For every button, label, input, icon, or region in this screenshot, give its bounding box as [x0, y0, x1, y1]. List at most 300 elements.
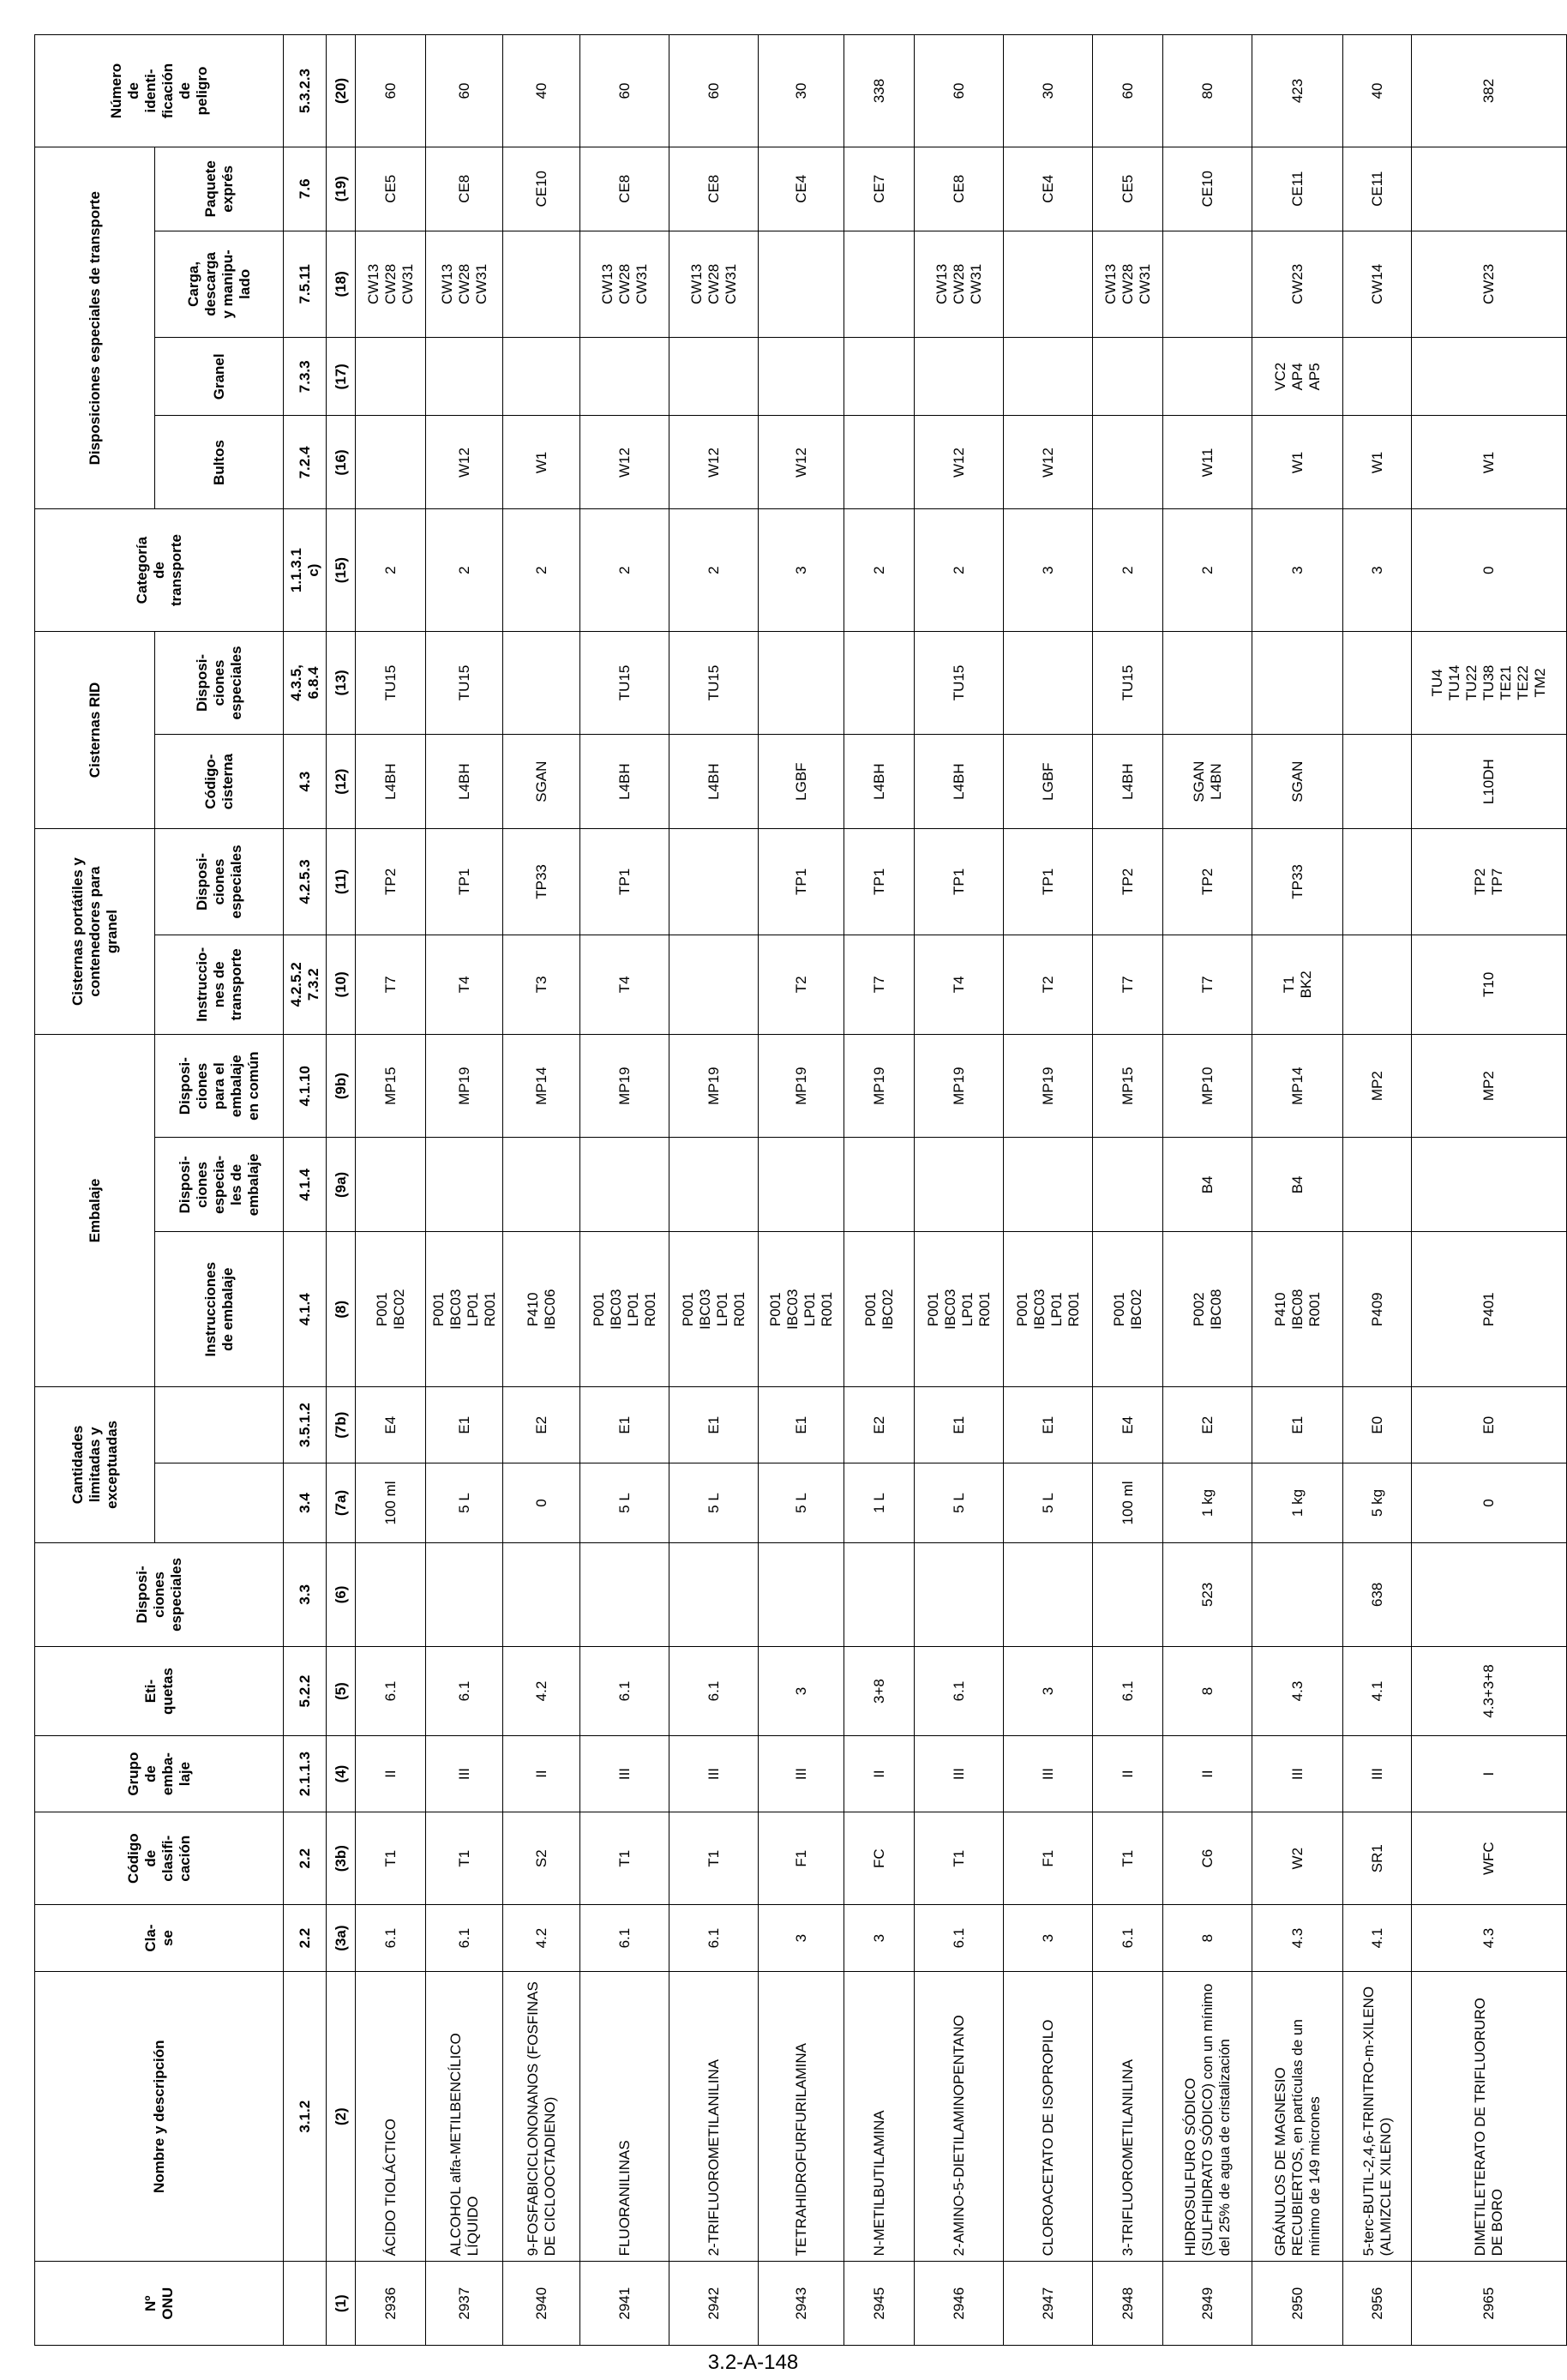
name-cell: ÁCIDO TIOLÁCTICO — [356, 1972, 426, 2262]
special-provisions-cell — [915, 1542, 1004, 1646]
colnum-cell: (9a) — [327, 1138, 356, 1232]
limited-qty-cell: 1 kg — [1163, 1463, 1252, 1542]
mixed-packing-cell: MP15 — [356, 1034, 426, 1137]
ref-cell: 3.5.1.2 — [284, 1387, 327, 1463]
packages-cell: W11 — [1163, 416, 1252, 509]
ref-cell — [284, 2262, 327, 2346]
transport-category-cell: 3 — [759, 509, 844, 631]
tank-special-cell: TP33 — [503, 829, 580, 935]
colnum-cell: (1) — [327, 2262, 356, 2346]
rid-special-cell — [503, 631, 580, 734]
class-cell: 4.1 — [1343, 1905, 1412, 1972]
tank-instructions-cell: T4 — [426, 935, 503, 1034]
ref-cell: 7.5.11 — [284, 231, 327, 338]
special-provisions-cell — [1252, 1542, 1343, 1646]
packages-cell: W1 — [1252, 416, 1343, 509]
un-number-cell: 2945 — [844, 2262, 915, 2346]
hazard-id-cell: 60 — [915, 35, 1004, 147]
excepted-qty-cell: E1 — [915, 1387, 1004, 1463]
express-cell: CE8 — [580, 147, 669, 231]
mixed-packing-cell: MP15 — [1093, 1034, 1163, 1137]
loading-cell — [844, 231, 915, 338]
limited-qty-cell: 5 L — [1004, 1463, 1093, 1542]
transport-category-cell: 2 — [356, 509, 426, 631]
name-cell: 2-AMINO-5-DIETILAMINOPENTANO — [915, 1972, 1004, 2262]
bulk-cell — [759, 338, 844, 416]
tank-code-cell: L10DH — [1412, 735, 1567, 829]
mixed-packing-cell: MP19 — [915, 1034, 1004, 1137]
express-cell: CE5 — [356, 147, 426, 231]
special-packing-cell — [503, 1138, 580, 1232]
name-cell: GRÁNULOS DE MAGNESIO RECUBIERTOS, en partículas de un mínimo de 149 micrones — [1252, 1972, 1343, 2262]
limited-qty-cell: 100 ml — [356, 1463, 426, 1542]
mixed-packing-cell: MP19 — [580, 1034, 669, 1137]
hazard-id-cell: 423 — [1252, 35, 1343, 147]
limited-qty-cell: 0 — [503, 1463, 580, 1542]
colnum-cell: (19) — [327, 147, 356, 231]
packages-cell — [844, 416, 915, 509]
header-portable-tanks: Cisternas portátiles y contenedores para granel — [35, 829, 155, 1035]
hazard-id-cell: 30 — [759, 35, 844, 147]
header-special-provisions: Disposi- ciones especiales — [35, 1542, 284, 1646]
special-provisions-cell: 523 — [1163, 1542, 1252, 1646]
tank-code-cell: LGBF — [759, 735, 844, 829]
bulk-cell — [1412, 338, 1567, 416]
packing-instructions-cell: P001 IBC02 — [1093, 1232, 1163, 1387]
express-cell: CE7 — [844, 147, 915, 231]
table-row — [1163, 35, 1252, 2346]
packing-instructions-cell: P410 IBC08 R001 — [1252, 1232, 1343, 1387]
header-transport-special: Disposiciones especiales de transporte — [35, 147, 155, 509]
ref-cell: 4.1.4 — [284, 1138, 327, 1232]
colnum-cell: (15) — [327, 509, 356, 631]
loading-cell: CW13 CW28 CW31 — [580, 231, 669, 338]
classification-code-cell: W2 — [1252, 1812, 1343, 1905]
name-cell: TETRAHIDROFURFURILAMINA — [759, 1972, 844, 2262]
tank-instructions-cell: T7 — [1163, 935, 1252, 1034]
un-number-cell: 2956 — [1343, 2262, 1412, 2346]
hazard-id-cell: 60 — [426, 35, 503, 147]
transport-category-cell: 3 — [1343, 509, 1412, 631]
tank-special-cell: TP1 — [426, 829, 503, 935]
special-provisions-cell — [580, 1542, 669, 1646]
special-packing-cell — [1343, 1138, 1412, 1232]
rid-special-cell: TU4 TU14 TU22 TU38 TE21 TE22 TM2 — [1412, 631, 1567, 734]
limited-qty-cell: 1 kg — [1252, 1463, 1343, 1542]
colnum-cell: (13) — [327, 631, 356, 734]
packing-instructions-cell: P410 IBC06 — [503, 1232, 580, 1387]
page-number: 3.2-A-148 — [707, 2351, 799, 2374]
express-cell: CE8 — [669, 147, 759, 231]
table-row — [580, 35, 669, 2346]
mixed-packing-cell: MP19 — [1004, 1034, 1093, 1137]
classification-code-cell: SR1 — [1343, 1812, 1412, 1905]
loading-cell — [1004, 231, 1093, 338]
dangerous-goods-table — [34, 34, 1567, 2346]
packing-group-cell: II — [844, 1735, 915, 1812]
table-row — [669, 35, 759, 2346]
loading-cell: CW23 — [1412, 231, 1567, 338]
ref-cell: 1.1.3.1 c) — [284, 509, 327, 631]
classification-code-cell: WFC — [1412, 1812, 1567, 1905]
colnum-cell: (20) — [327, 35, 356, 147]
labels-cell: 6.1 — [669, 1647, 759, 1736]
hazard-id-cell: 30 — [1004, 35, 1093, 147]
packages-cell: W12 — [759, 416, 844, 509]
transport-category-cell: 2 — [426, 509, 503, 631]
excepted-qty-cell: E4 — [1093, 1387, 1163, 1463]
ref-cell: 2.2 — [284, 1812, 327, 1905]
hazard-id-cell: 40 — [1343, 35, 1412, 147]
bulk-cell — [915, 338, 1004, 416]
colnum-cell: (7a) — [327, 1463, 356, 1542]
special-packing-cell — [669, 1138, 759, 1232]
excepted-qty-cell: E1 — [1252, 1387, 1343, 1463]
tank-code-cell: L4BH — [356, 735, 426, 829]
header-classification-code: Código de clasifi- cación — [35, 1812, 284, 1905]
header-tank-instructions: Instruccio- nes de transporte — [155, 935, 284, 1034]
special-provisions-cell — [1093, 1542, 1163, 1646]
header-excepted-qty-blank — [155, 1387, 284, 1463]
name-cell: FLUORANILINAS — [580, 1972, 669, 2262]
tank-code-cell: L4BH — [426, 735, 503, 829]
packing-group-cell: III — [1252, 1735, 1343, 1812]
un-number-cell: 2940 — [503, 2262, 580, 2346]
class-cell: 4.3 — [1252, 1905, 1343, 1972]
limited-qty-cell: 5 kg — [1343, 1463, 1412, 1542]
class-cell: 4.2 — [503, 1905, 580, 1972]
class-cell: 6.1 — [915, 1905, 1004, 1972]
hazard-id-cell: 60 — [580, 35, 669, 147]
labels-cell: 6.1 — [426, 1647, 503, 1736]
hazard-id-cell: 382 — [1412, 35, 1567, 147]
table-row — [426, 35, 503, 2346]
special-provisions-cell — [844, 1542, 915, 1646]
express-cell: CE4 — [1004, 147, 1093, 231]
hazard-id-cell: 80 — [1163, 35, 1252, 147]
special-packing-cell — [580, 1138, 669, 1232]
packing-instructions-cell: P001 IBC03 LP01 R001 — [1004, 1232, 1093, 1387]
hazard-id-cell: 60 — [1093, 35, 1163, 147]
colnum-cell: (5) — [327, 1647, 356, 1736]
table-row — [844, 35, 915, 2346]
tank-code-cell: LGBF — [1004, 735, 1093, 829]
colnum-cell: (7b) — [327, 1387, 356, 1463]
colnum-cell: (11) — [327, 829, 356, 935]
excepted-qty-cell: E2 — [844, 1387, 915, 1463]
labels-cell: 6.1 — [580, 1647, 669, 1736]
classification-code-cell: T1 — [669, 1812, 759, 1905]
header-rid-tanks: Cisternas RID — [35, 631, 155, 828]
transport-category-cell: 2 — [915, 509, 1004, 631]
packages-cell: W12 — [915, 416, 1004, 509]
packages-cell: W12 — [580, 416, 669, 509]
classification-code-cell: C6 — [1163, 1812, 1252, 1905]
class-cell: 3 — [1004, 1905, 1093, 1972]
mixed-packing-cell: MP14 — [1252, 1034, 1343, 1137]
mixed-packing-cell: MP19 — [844, 1034, 915, 1137]
un-number-cell: 2936 — [356, 2262, 426, 2346]
ref-cell: 7.6 — [284, 147, 327, 231]
packages-cell — [1093, 416, 1163, 509]
tank-instructions-cell — [669, 935, 759, 1034]
special-packing-cell — [915, 1138, 1004, 1232]
packing-instructions-cell: P001 IBC03 LP01 R001 — [759, 1232, 844, 1387]
express-cell: CE10 — [503, 147, 580, 231]
mixed-packing-cell: MP19 — [669, 1034, 759, 1137]
packing-group-cell: III — [759, 1735, 844, 1812]
special-packing-cell — [426, 1138, 503, 1232]
hazard-id-cell: 338 — [844, 35, 915, 147]
header-un-number: Nº ONU — [35, 2262, 284, 2346]
classification-code-cell: F1 — [759, 1812, 844, 1905]
labels-cell: 3 — [1004, 1647, 1093, 1736]
name-cell: DIMETILETERATO DE TRIFLUORURO DE BORO — [1412, 1972, 1567, 2262]
tank-instructions-cell: T7 — [356, 935, 426, 1034]
table-row — [503, 35, 580, 2346]
labels-cell: 4.3 — [1252, 1647, 1343, 1736]
bulk-cell — [1163, 338, 1252, 416]
un-number-cell: 2942 — [669, 2262, 759, 2346]
packing-group-cell: II — [1163, 1735, 1252, 1812]
labels-cell: 8 — [1163, 1647, 1252, 1736]
packing-group-cell: III — [669, 1735, 759, 1812]
packing-group-cell: I — [1412, 1735, 1567, 1812]
header-tank-code: Código- cisterna — [155, 735, 284, 829]
un-number-cell: 2947 — [1004, 2262, 1093, 2346]
classification-code-cell: FC — [844, 1812, 915, 1905]
rid-special-cell: TU15 — [1093, 631, 1163, 734]
classification-code-cell: S2 — [503, 1812, 580, 1905]
name-cell: ALCOHOL alfa-METILBENCÍLICO LÍQUIDO — [426, 1972, 503, 2262]
classification-code-cell: T1 — [356, 1812, 426, 1905]
mixed-packing-cell: MP10 — [1163, 1034, 1252, 1137]
express-cell — [1412, 147, 1567, 231]
header-labels: Eti- quetas — [35, 1647, 284, 1736]
colnum-cell: (16) — [327, 416, 356, 509]
header-row-1 — [35, 35, 155, 2346]
rid-special-cell: TU15 — [669, 631, 759, 734]
ref-cell: 2.1.1.3 — [284, 1735, 327, 1812]
packing-group-cell: II — [1093, 1735, 1163, 1812]
express-cell: CE4 — [759, 147, 844, 231]
name-cell: N-METILBUTILAMINA — [844, 1972, 915, 2262]
packing-group-cell: III — [915, 1735, 1004, 1812]
special-provisions-cell — [356, 1542, 426, 1646]
colnum-cell: (2) — [327, 1972, 356, 2262]
header-transport-category: Categoría de transporte — [35, 509, 284, 631]
name-cell: 3-TRIFLUOROMETILANILINA — [1093, 1972, 1163, 2262]
packing-group-cell: III — [1343, 1735, 1412, 1812]
tank-instructions-cell: T10 — [1412, 935, 1567, 1034]
rid-special-cell — [1343, 631, 1412, 734]
limited-qty-cell: 100 ml — [1093, 1463, 1163, 1542]
un-number-cell: 2946 — [915, 2262, 1004, 2346]
class-cell: 3 — [844, 1905, 915, 1972]
class-cell: 6.1 — [1093, 1905, 1163, 1972]
labels-cell: 6.1 — [1093, 1647, 1163, 1736]
loading-cell — [759, 231, 844, 338]
ref-cell: 4.3 — [284, 735, 327, 829]
packing-group-cell: II — [356, 1735, 426, 1812]
labels-cell: 4.3+3+8 — [1412, 1647, 1567, 1736]
tank-special-cell: TP1 — [580, 829, 669, 935]
loading-cell — [1163, 231, 1252, 338]
un-number-cell: 2965 — [1412, 2262, 1567, 2346]
packages-cell: W1 — [1343, 416, 1412, 509]
mixed-packing-cell: MP19 — [759, 1034, 844, 1137]
rid-special-cell: TU15 — [580, 631, 669, 734]
bulk-cell: VC2 AP4 AP5 — [1252, 338, 1343, 416]
tank-instructions-cell: T7 — [1093, 935, 1163, 1034]
tank-special-cell: TP2 — [356, 829, 426, 935]
bulk-cell — [503, 338, 580, 416]
loading-cell: CW13 CW28 CW31 — [915, 231, 1004, 338]
mixed-packing-cell: MP2 — [1343, 1034, 1412, 1137]
header-bulk: Granel — [155, 338, 284, 416]
rid-special-cell — [1163, 631, 1252, 734]
header-loading: Carga, descarga y manipu- lado — [155, 231, 284, 338]
header-express: Paquete exprés — [155, 147, 284, 231]
tank-special-cell — [1343, 829, 1412, 935]
ref-cell: 4.1.10 — [284, 1034, 327, 1137]
express-cell: CE11 — [1252, 147, 1343, 231]
table-row — [915, 35, 1004, 2346]
special-packing-cell — [759, 1138, 844, 1232]
express-cell: CE8 — [915, 147, 1004, 231]
tank-code-cell: SGAN — [503, 735, 580, 829]
limited-qty-cell: 1 L — [844, 1463, 915, 1542]
bulk-cell — [669, 338, 759, 416]
un-number-cell: 2949 — [1163, 2262, 1252, 2346]
loading-cell: CW13 CW28 CW31 — [1093, 231, 1163, 338]
ref-cell: 4.3.5, 6.8.4 — [284, 631, 327, 734]
packing-group-cell: III — [580, 1735, 669, 1812]
labels-cell: 4.2 — [503, 1647, 580, 1736]
packages-cell: W1 — [1412, 416, 1567, 509]
limited-qty-cell: 0 — [1412, 1463, 1567, 1542]
transport-category-cell: 0 — [1412, 509, 1567, 631]
labels-cell: 6.1 — [356, 1647, 426, 1736]
mixed-packing-cell: MP2 — [1412, 1034, 1567, 1137]
class-cell: 3 — [759, 1905, 844, 1972]
column-number-row — [327, 35, 356, 2346]
rid-special-cell — [759, 631, 844, 734]
classification-code-cell: T1 — [915, 1812, 1004, 1905]
packing-group-cell: III — [1004, 1735, 1093, 1812]
un-number-cell: 2941 — [580, 2262, 669, 2346]
classification-code-cell: F1 — [1004, 1812, 1093, 1905]
mixed-packing-cell: MP14 — [503, 1034, 580, 1137]
header-special-packing: Disposi- ciones especia- les de embalaje — [155, 1138, 284, 1232]
bulk-cell — [1343, 338, 1412, 416]
ref-cell: 3.4 — [284, 1463, 327, 1542]
excepted-qty-cell: E4 — [356, 1387, 426, 1463]
classification-code-cell: T1 — [1093, 1812, 1163, 1905]
class-cell: 8 — [1163, 1905, 1252, 1972]
un-number-cell: 2937 — [426, 2262, 503, 2346]
name-cell: 5-terc-BUTIL-2,4,6-TRINITRO-m-XILENO (ALMIZCLE XILENO) — [1343, 1972, 1412, 2262]
colnum-cell: (3b) — [327, 1812, 356, 1905]
hazard-id-cell: 60 — [356, 35, 426, 147]
header-mixed-packing: Disposi- ciones para el embalaje en común — [155, 1034, 284, 1137]
class-cell: 6.1 — [669, 1905, 759, 1972]
packing-instructions-cell: P001 IBC02 — [844, 1232, 915, 1387]
header-tank-special: Disposi- ciones especiales — [155, 829, 284, 935]
labels-cell: 3 — [759, 1647, 844, 1736]
class-cell: 6.1 — [426, 1905, 503, 1972]
excepted-qty-cell: E2 — [1163, 1387, 1252, 1463]
tank-instructions-cell: T4 — [915, 935, 1004, 1034]
loading-cell: CW14 — [1343, 231, 1412, 338]
header-packing-instructions: Instrucciones de embalaje — [155, 1232, 284, 1387]
table-row — [356, 35, 426, 2346]
tank-code-cell: L4BH — [844, 735, 915, 829]
tank-special-cell: TP1 — [844, 829, 915, 935]
ref-cell: 4.2.5.3 — [284, 829, 327, 935]
tank-special-cell: TP1 — [759, 829, 844, 935]
tank-code-cell: SGAN — [1252, 735, 1343, 829]
tank-instructions-cell: T2 — [759, 935, 844, 1034]
packages-cell: W12 — [669, 416, 759, 509]
ref-cell: 4.2.5.2 7.3.2 — [284, 935, 327, 1034]
tank-instructions-cell: T3 — [503, 935, 580, 1034]
class-cell: 6.1 — [580, 1905, 669, 1972]
packing-group-cell: III — [426, 1735, 503, 1812]
special-packing-cell: B4 — [1163, 1138, 1252, 1232]
special-provisions-cell: 638 — [1343, 1542, 1412, 1646]
rid-special-cell — [1252, 631, 1343, 734]
table-body — [356, 35, 1567, 2346]
packages-cell: W12 — [1004, 416, 1093, 509]
limited-qty-cell: 5 L — [669, 1463, 759, 1542]
name-cell: 9-FOSFABICICLONONANOS (FOSFINAS DE CICLOOCTADIENO) — [503, 1972, 580, 2262]
header-hazard-id: Número de identi- ficación de peligro — [35, 35, 284, 147]
limited-qty-cell: 5 L — [915, 1463, 1004, 1542]
colnum-cell: (10) — [327, 935, 356, 1034]
tank-special-cell: TP2 — [1093, 829, 1163, 935]
tank-instructions-cell: T1 BK2 — [1252, 935, 1343, 1034]
ref-cell: 4.1.4 — [284, 1232, 327, 1387]
header-packages: Bultos — [155, 416, 284, 509]
tank-special-cell: TP2 TP7 — [1412, 829, 1567, 935]
table-row — [1343, 35, 1412, 2346]
express-cell: CE11 — [1343, 147, 1412, 231]
loading-cell: CW13 CW28 CW31 — [356, 231, 426, 338]
transport-category-cell: 3 — [1004, 509, 1093, 631]
colnum-cell: (4) — [327, 1735, 356, 1812]
table-row — [1252, 35, 1343, 2346]
limited-qty-cell: 5 L — [759, 1463, 844, 1542]
tank-instructions-cell: T7 — [844, 935, 915, 1034]
transport-category-cell: 2 — [580, 509, 669, 631]
hazard-id-cell: 60 — [669, 35, 759, 147]
bulk-cell — [356, 338, 426, 416]
header-packing-group: Grupo de emba- laje — [35, 1735, 284, 1812]
table-row — [1004, 35, 1093, 2346]
transport-category-cell: 2 — [1093, 509, 1163, 631]
colnum-cell: (3a) — [327, 1905, 356, 1972]
tank-instructions-cell: T2 — [1004, 935, 1093, 1034]
labels-cell: 4.1 — [1343, 1647, 1412, 1736]
express-cell: CE5 — [1093, 147, 1163, 231]
tank-code-cell: L4BH — [1093, 735, 1163, 829]
rid-special-cell: TU15 — [356, 631, 426, 734]
excepted-qty-cell: E2 — [503, 1387, 580, 1463]
packages-cell — [356, 416, 426, 509]
special-packing-cell — [844, 1138, 915, 1232]
special-packing-cell — [1412, 1138, 1567, 1232]
